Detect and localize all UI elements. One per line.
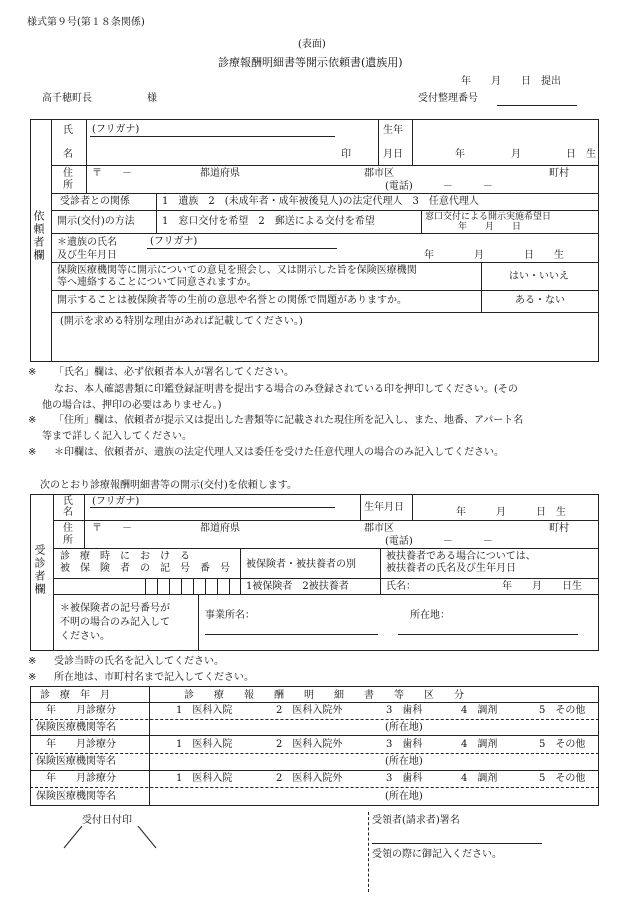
name-furigana-label: (フリガナ) xyxy=(92,124,140,135)
note-text: 等まで詳しく記入してください。 xyxy=(42,431,192,442)
period-cell[interactable]: 年 月診療分 xyxy=(46,705,116,716)
note-text: 受診当時の氏名を記入してください。 xyxy=(54,656,224,667)
note-mark: ※ xyxy=(28,367,37,378)
category-option[interactable]: 2 医科入院外 xyxy=(276,739,343,750)
category-option[interactable]: 4 調剤 xyxy=(461,705,498,716)
patient-address-label-2: 所 xyxy=(63,535,73,546)
patient-county-city-label: 郡市区 xyxy=(364,523,394,534)
signature-field[interactable] xyxy=(372,843,542,844)
town-label: 町村 xyxy=(549,168,569,179)
category-option[interactable]: 5 その他 xyxy=(539,773,586,784)
note-mark: ※ xyxy=(28,672,37,683)
institution-label: 保険医療機関等名 xyxy=(36,722,116,733)
signature-note: 受領の際に御記入ください。 xyxy=(372,849,502,860)
patient-section-label: 受診者欄 xyxy=(33,544,46,596)
request-intro: 次のとおり診療報酬明細書等の開示(交付)を依頼します。 xyxy=(40,480,298,491)
requester-section-label: 依頼者欄 xyxy=(32,210,45,262)
note-text: ＊印欄は、依頼者が、遺族の法定代理人又は委任を受けた任意代理人の場合のみ記入してください。 xyxy=(54,447,504,458)
employer-name-label: 事業所名： xyxy=(205,610,255,621)
insured-type-label: 被保険者・被扶養者の別 xyxy=(246,559,356,570)
employer-location-field[interactable] xyxy=(398,634,578,635)
table-header-category: 診 療 報 酬 明 細 書 等 区 分 xyxy=(184,690,464,701)
special-reason-label: (開示を求める特別な理由があれば記載してください。) xyxy=(60,316,303,327)
reception-stamp-area[interactable] xyxy=(60,826,160,852)
category-option[interactable]: 2 医科入院外 xyxy=(276,705,343,716)
bereaved-birth-label: 及び生年月日 xyxy=(57,250,117,261)
bereaved-name-label: ＊遺族の氏名 xyxy=(57,237,117,248)
institution-location[interactable]: (所在地) xyxy=(385,722,423,733)
birth-label-1: 生年 xyxy=(383,125,403,136)
consult-answer[interactable]: はい・いいえ xyxy=(509,271,569,282)
address-label-1: 住 xyxy=(63,168,73,179)
note-text: 他の場合は、押印の必要はありません。) xyxy=(42,400,222,411)
patient-furigana-label: (フリガナ) xyxy=(92,496,140,507)
reception-number-label: 受付整理番号 xyxy=(418,93,478,104)
insurance-number-label-1: 診 療 時 に お け る xyxy=(60,551,190,562)
category-option[interactable]: 1 医科入院 xyxy=(176,739,233,750)
employer-location-label: 所在地： xyxy=(410,610,450,621)
problem-answer[interactable]: ある・ない xyxy=(515,295,565,306)
dependent-name-label[interactable]: 氏名： xyxy=(386,581,416,592)
category-option[interactable]: 2 医科入院外 xyxy=(276,773,343,784)
desired-date-label: 窓口交付による開示実施希望日 xyxy=(425,212,552,222)
category-option[interactable]: 5 その他 xyxy=(539,705,586,716)
relation-options[interactable]: 1 遺族 2 (未成年者・成年被後見人)の法定代理人 3 任意代理人 xyxy=(162,196,479,207)
desired-date-value[interactable]: 年 月 日 xyxy=(458,222,522,232)
county-city-label: 郡市区 xyxy=(364,168,394,179)
patient-phone-label[interactable]: (電話) － － xyxy=(385,536,493,547)
institution-label: 保険医療機関等名 xyxy=(36,791,116,802)
patient-town-label: 町村 xyxy=(549,523,569,534)
addressee: 高千穂町長 xyxy=(42,93,92,104)
note-text: 所在地は、市町村名まで記入してください。 xyxy=(54,672,254,683)
category-option[interactable]: 3 歯科 xyxy=(386,739,423,750)
birth-label-2: 月日 xyxy=(383,149,403,160)
name-label-1: 氏 xyxy=(63,125,73,136)
page-title: 診療報酬明細書等開示依頼書(遺族用) xyxy=(218,56,403,69)
patient-prefecture-label: 都道府県 xyxy=(200,523,240,534)
form-side: (表面) xyxy=(298,39,326,50)
dependent-label-1: 被扶養者である場合については、 xyxy=(386,551,536,562)
patient-name-input[interactable] xyxy=(90,508,355,520)
institution-label: 保険医療機関等名 xyxy=(36,756,116,767)
bereaved-furigana-label: (フリガナ) xyxy=(150,236,198,247)
patient-name-label-1: 氏 xyxy=(63,496,73,507)
note-text: 「住所」欄は、依頼者が提示又は提出した書類等に記載された現住所を記入し、また、地番、アパート名 xyxy=(54,415,524,426)
period-cell[interactable]: 年 月診療分 xyxy=(46,773,116,784)
problem-question: 開示することは被保険者等の生前の意思や名誉との関係で問題がありますか。 xyxy=(57,295,407,306)
patient-birth-label: 生年月日 xyxy=(364,502,404,513)
note-text: なお、本人確認書類に印鑑登録証明書を提出する場合のみ登録されている印を押印してください。(その xyxy=(44,384,518,395)
note-text: 「氏名」欄は、必ず依頼者本人が署名してください。 xyxy=(54,367,294,378)
delivery-method-label: 開示(交付)の方法 xyxy=(57,216,135,227)
institution-location[interactable]: (所在地) xyxy=(385,791,423,802)
consult-question-line1: 保険医療機関等に開示についての意見を照会し、又は開示した旨を保険医療機関 xyxy=(57,265,417,276)
patient-name-label-2: 名 xyxy=(63,507,73,518)
employer-name-field[interactable] xyxy=(205,634,378,635)
seal-mark: 印 xyxy=(341,149,351,160)
insured-type-options[interactable]: 1被保険者 2被扶養者 xyxy=(246,581,349,592)
dependent-birth-value[interactable]: 年 月 日生 xyxy=(502,581,582,592)
birth-month[interactable]: 月 xyxy=(511,149,521,160)
category-option[interactable]: 5 その他 xyxy=(539,739,586,750)
signature-label: 受領者(請求者)署名 xyxy=(372,815,460,826)
note-mark: ※ xyxy=(28,447,37,458)
reception-stamp-label: 受付日付印 xyxy=(82,815,132,826)
unknown-number-note-1: ＊被保険者の記号番号が xyxy=(60,603,170,614)
category-option[interactable]: 1 医科入院 xyxy=(176,773,233,784)
postal-code[interactable]: 〒 － xyxy=(92,168,132,179)
category-option[interactable]: 3 歯科 xyxy=(386,773,423,784)
table-header-period: 診 療 年 月 xyxy=(40,690,110,701)
prefecture-label: 都道府県 xyxy=(200,168,240,179)
period-cell[interactable]: 年 月診療分 xyxy=(46,739,116,750)
form-number: 様式第９号(第１８条関係) xyxy=(27,17,145,28)
submission-date: 年 月 日 提出 xyxy=(461,76,561,87)
requester-name-input[interactable] xyxy=(90,137,360,159)
unknown-number-note-3: ください。 xyxy=(60,631,110,642)
category-option[interactable]: 3 歯科 xyxy=(386,705,423,716)
footer-divider xyxy=(368,812,370,892)
address-label-2: 所 xyxy=(63,180,73,191)
reception-number-field[interactable] xyxy=(497,105,577,106)
unknown-number-note-2: 不明の場合のみ記入して xyxy=(60,617,170,628)
category-option[interactable]: 4 調剤 xyxy=(461,739,498,750)
delivery-method-options[interactable]: 1 窓口交付を希望 2 郵送による交付を希望 xyxy=(162,216,375,227)
dependent-label-2: 被扶養者の氏名及び生年月日 xyxy=(386,563,516,574)
birth-year[interactable]: 年 xyxy=(455,149,465,160)
category-option[interactable]: 1 医科入院 xyxy=(176,705,233,716)
note-mark: ※ xyxy=(28,415,37,426)
birth-day[interactable]: 日 生 xyxy=(566,149,596,160)
category-option[interactable]: 4 調剤 xyxy=(461,773,498,784)
name-label-2: 名 xyxy=(63,149,73,160)
addressee-honorific: 様 xyxy=(147,93,157,104)
patient-postal-code[interactable]: 〒 － xyxy=(92,523,132,534)
patient-birth-value[interactable]: 年 月 日 生 xyxy=(456,507,566,518)
relation-label: 受診者との関係 xyxy=(60,196,130,207)
bereaved-birth-value[interactable]: 年 月 日 生 xyxy=(424,250,564,261)
special-reason-input[interactable] xyxy=(56,330,596,360)
institution-location[interactable]: (所在地) xyxy=(385,756,423,767)
patient-address-label-1: 住 xyxy=(63,523,73,534)
consult-question-line2: 等へ連絡することについて同意されますか。 xyxy=(57,277,257,288)
note-mark: ※ xyxy=(28,656,37,667)
phone-label[interactable]: (電話) － － xyxy=(385,181,493,192)
insurance-number-label-2: 被 保 険 者 の 記 号 番 号 xyxy=(60,563,230,574)
